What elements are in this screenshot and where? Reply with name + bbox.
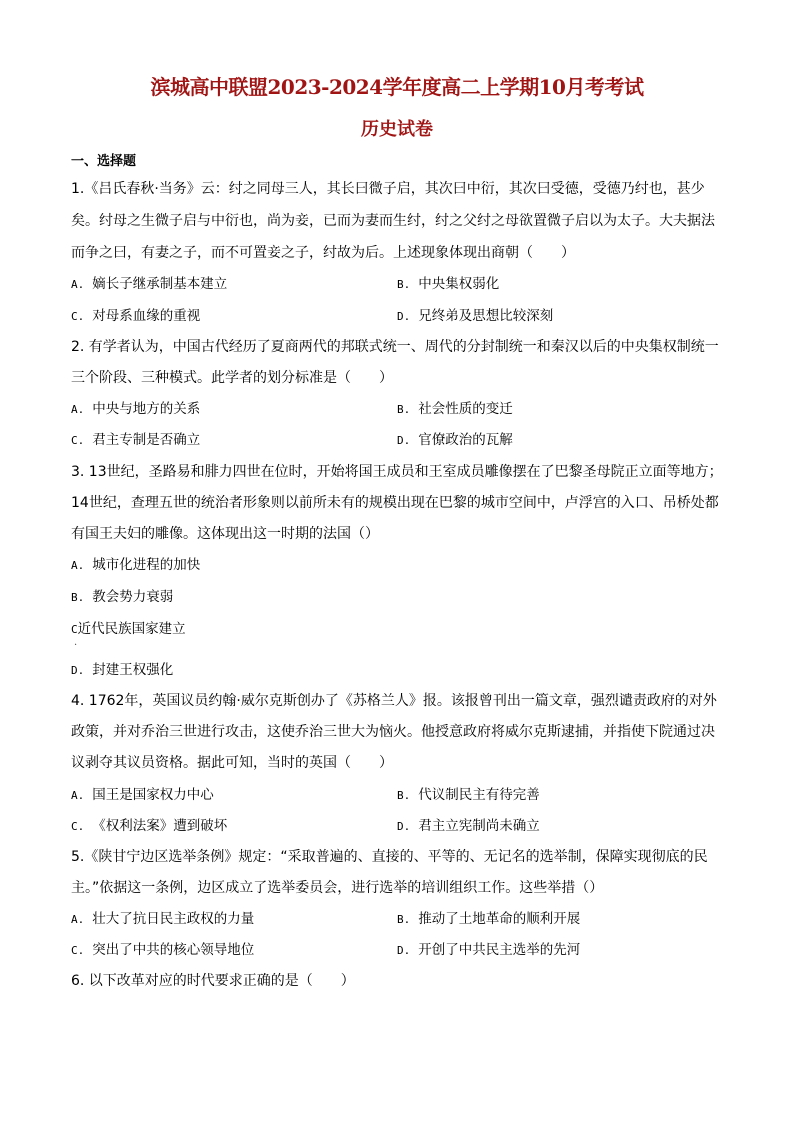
option-b: [397, 398, 513, 421]
option-text: 社会性质的变迁: [418, 401, 513, 417]
option-letter: C.: [71, 820, 85, 833]
question-stem-line: 主。”依据这一条例，边区成立了选举委员会，进行选举的培训组织工作。这些举措（）: [71, 880, 604, 896]
option-c: [71, 618, 186, 641]
option-text: 中央与地方的关系: [92, 401, 201, 417]
option-text: 突出了中共的核心领导地位: [92, 942, 255, 958]
option-letter: C.: [71, 434, 85, 447]
option-letter: C: [71, 623, 78, 636]
option-letter: B.: [397, 278, 411, 291]
option-letter: C.: [71, 310, 85, 323]
option-a: [71, 784, 214, 807]
option-letter: C.: [71, 944, 85, 957]
option-c: [71, 939, 254, 962]
option-b: [397, 273, 499, 296]
option-d: [397, 939, 580, 962]
section-heading: 一、选择题: [71, 154, 137, 169]
option-text: 近代民族国家建立: [77, 621, 186, 637]
option-text: 《权利法案》遭到破坏: [92, 818, 228, 834]
option-text: 君主专制是否确立: [92, 432, 201, 448]
option-text: 国王是国家权力中心: [92, 787, 214, 803]
option-text: 代议制民主有待完善: [418, 787, 540, 803]
option-letter: D.: [397, 434, 411, 447]
option-text: 兄终弟及思想比较深刻: [418, 308, 554, 324]
question-stem-line: 6. 以下改革对应的时代要求正确的是（ ）: [71, 973, 355, 989]
option-letter: A.: [71, 403, 85, 416]
option-letter: D.: [397, 820, 411, 833]
option-letter: B.: [397, 789, 411, 802]
option-letter: A.: [71, 913, 85, 926]
question-stem-line: 议剥夺其议员资格。据此可知，当时的英国（ ）: [71, 755, 393, 771]
option-text: 嫡长子继承制基本建立: [92, 276, 228, 292]
option-b: [71, 586, 173, 609]
question-stem-line: 而争之曰，有妻之子，而不可置妾之子，纣故为后。上述现象体现出商朝（ ）: [71, 245, 575, 261]
option-letter: B.: [397, 913, 411, 926]
option-letter: B.: [71, 591, 85, 604]
option-text: 君主立宪制尚未确立: [418, 818, 540, 834]
option-text: 推动了土地革命的顺利开展: [418, 911, 581, 927]
option-b: [397, 908, 580, 931]
question-stem-line: 矣。纣母之生微子启与中衍也，尚为妾，已而为妻而生纣，纣之父纣之母欲置微子启以为太子。大夫据法: [71, 213, 715, 229]
question-stem-line: 5.《陕甘宁边区选举条例》规定：“采取普遍的、直接的、平等的、无记名的选举制，保障实现彻底的民: [71, 849, 708, 865]
option-letter: A.: [71, 789, 85, 802]
question-stem-line: 政策，并对乔治三世进行攻击，这使乔治三世大为恼火。他授意政府将威尔克斯逮捕，并指使下院通过决: [71, 724, 715, 740]
option-text: 中央集权弱化: [418, 276, 500, 292]
question-stem-line: 4. 1762年，英国议员约翰·威尔克斯创办了《苏格兰人》报。该报曾刊出一篇文章，强烈谴责政府的对外: [71, 693, 717, 709]
option-d: [397, 429, 513, 452]
option-text: 开创了中共民主选举的先河: [418, 942, 581, 958]
option-c: [71, 305, 200, 328]
option-a: [71, 908, 254, 931]
option-c: [71, 429, 200, 452]
question-stem-line: 三个阶段、三种模式。此学者的划分标准是（ ）: [71, 370, 393, 386]
option-letter: D.: [71, 664, 85, 677]
option-b: [397, 784, 540, 807]
question-stem-line: 14世纪，查理五世的统治者形象则以前所未有的规模出现在巴黎的城市空间中，卢浮宫的入口、吊桥处都: [71, 495, 719, 511]
question-stem-line: 2. 有学者认为，中国古代经历了夏商两代的邦联式统一、周代的分封制统一和秦汉以后的中央集权制统一: [71, 339, 719, 355]
option-letter: D.: [397, 944, 411, 957]
option-letter: A.: [71, 559, 85, 572]
option-letter: A.: [71, 278, 85, 291]
option-a: [71, 554, 200, 577]
option-a: [71, 398, 200, 421]
option-d: [71, 659, 173, 682]
exam-subtitle: 历史试卷: [361, 119, 433, 140]
option-text: 封建王权强化: [92, 662, 174, 678]
option-text: 壮大了抗日民主政权的力量: [92, 911, 255, 927]
question-stem-line: 3. 13世纪，圣路易和腓力四世在位时，开始将国王成员和王室成员雕像摆在了巴黎圣母院正立面等地方；: [71, 464, 723, 480]
option-letter: D.: [397, 310, 411, 323]
question-stem-line: 有国王夫妇的雕像。这体现出这一时期的法国（）: [71, 526, 379, 542]
stray-mark: ·: [74, 640, 78, 651]
option-a: [71, 273, 227, 296]
option-letter: B.: [397, 403, 411, 416]
option-d: [397, 305, 553, 328]
option-c: [71, 815, 227, 838]
option-d: [397, 815, 540, 838]
option-text: 官僚政治的瓦解: [418, 432, 513, 448]
option-text: 对母系血缘的重视: [92, 308, 201, 324]
option-text: 教会势力衰弱: [92, 589, 174, 605]
exam-title: 滨城高中联盟2023-2024学年度高二上学期10月考考试: [150, 75, 644, 99]
option-text: 城市化进程的加快: [92, 557, 201, 573]
question-stem-line: 1.《吕氏春秋·当务》云：纣之同母三人，其长曰微子启，其次曰中衍，其次曰受德，受德乃纣也，甚少: [71, 181, 705, 197]
